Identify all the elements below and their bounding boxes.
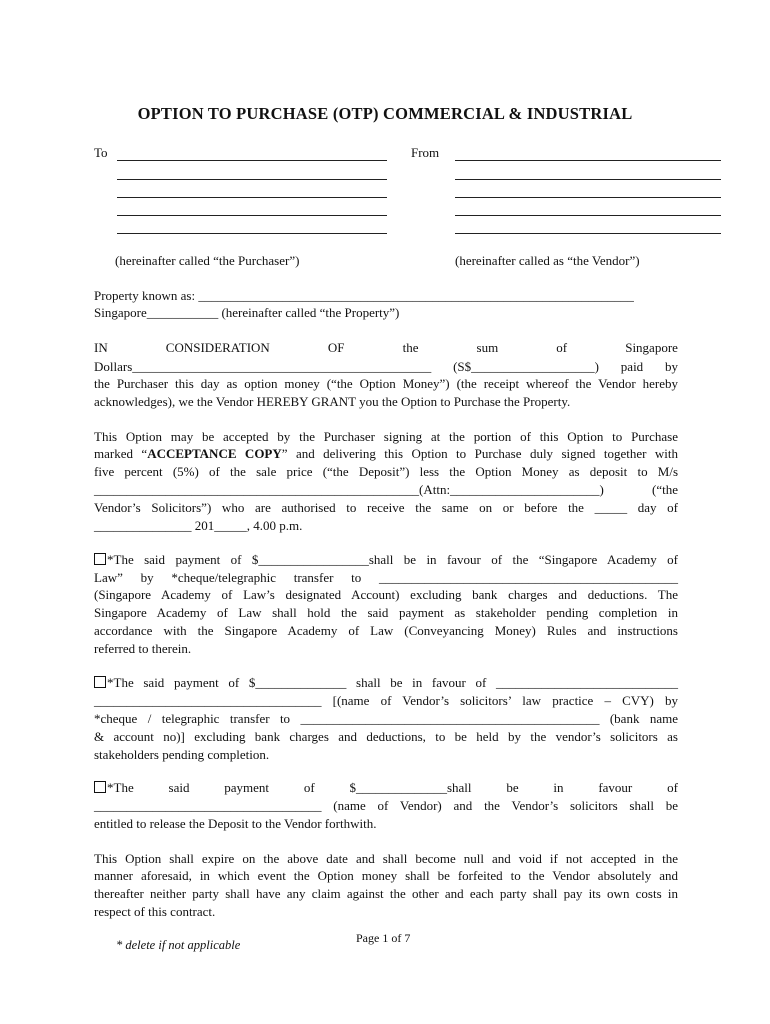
acceptance-copy-bold: ACCEPTANCE COPY bbox=[147, 446, 282, 461]
word: CONSIDERATION bbox=[165, 340, 270, 355]
option1-line-2: Law” by *cheque/telegraphic transfer to ______________________________________________ bbox=[94, 570, 678, 585]
to-address-line-2[interactable] bbox=[117, 179, 387, 180]
to-label: To bbox=[94, 145, 108, 160]
acceptance-text-post: ” and delivering this Option to Purchase duly signed together with bbox=[281, 446, 678, 461]
option3-checkbox[interactable] bbox=[94, 781, 106, 793]
footnote: * delete if not applicable bbox=[116, 938, 241, 952]
expiry-line-3: thereafter neither party shall have any claim against the other and each party shall pay its own costs in bbox=[94, 886, 678, 901]
from-address-line-3[interactable] bbox=[455, 197, 721, 198]
word: *The bbox=[107, 780, 134, 795]
expiry-line-1: This Option shall expire on the above date and shall become null and void if not accepted in the bbox=[94, 851, 678, 866]
option3-line-3: entitled to release the Deposit to the Vendor forthwith. bbox=[94, 816, 377, 831]
word: sum bbox=[476, 340, 499, 355]
word: of bbox=[303, 780, 315, 795]
option1-line-3: (Singapore Academy of Law’s designated Account) excluding bank charges and deductions. The bbox=[94, 587, 678, 602]
option3-line-1 bbox=[94, 780, 678, 796]
document-title: OPTION TO PURCHASE (OTP) COMMERCIAL & INDUSTRIAL bbox=[137, 104, 633, 123]
from-address-line-1[interactable] bbox=[455, 160, 721, 161]
consideration-line-3: the Purchaser this day as option money (“the Option Money”) (the receipt whereof the Vendor hereby bbox=[94, 376, 678, 391]
acceptance-text-pre: marked “ bbox=[94, 446, 148, 461]
word: of bbox=[667, 780, 678, 795]
from-address-line-5[interactable] bbox=[455, 233, 721, 234]
option3-line-2: ___________________________________ (name of Vendor) and the Vendor’s solicitors shall be bbox=[94, 798, 678, 813]
option3-first-word bbox=[94, 780, 134, 796]
acceptance-line-1: This Option may be accepted by the Purchaser signing at the portion of this Option to Purchase bbox=[94, 429, 678, 444]
word: $______________shall bbox=[349, 780, 472, 795]
property-line-2: Singapore___________ (hereinafter called “the Property”) bbox=[94, 305, 400, 320]
acceptance-line-3: five percent (5%) of the sale price (“the Deposit”) less the Option Money as deposit to M/s bbox=[94, 464, 678, 479]
option2-line-5: stakeholders pending completion. bbox=[94, 747, 270, 762]
acceptance-line-5: Vendor’s Solicitors”) who are authorised to receive the same on or before the _____ day of bbox=[94, 500, 678, 515]
option1-line-5: accordance with the Singapore Academy of Law (Conveyancing Money) Rules and instructions bbox=[94, 623, 678, 638]
word: of bbox=[556, 340, 568, 355]
expiry-line-2: manner aforesaid, in which event the Option money shall be forfeited to the Vendor absolutely and bbox=[94, 868, 678, 883]
option2-text: *The said payment of $______________ shall be in favour of ____________________________ bbox=[107, 675, 678, 690]
vendor-caption: (hereinafter called as “the Vendor”) bbox=[455, 253, 640, 268]
word: IN bbox=[94, 340, 108, 355]
word: OF bbox=[327, 340, 345, 355]
from-address-line-4[interactable] bbox=[455, 215, 721, 216]
acceptance-line-4: __________________________________________________(Attn:_______________________) (“the bbox=[94, 482, 678, 497]
option2-line-2: ___________________________________ [(name of Vendor’s solicitors’ law practice – CVY) by bbox=[94, 693, 678, 708]
option1-line-6: referred to therein. bbox=[94, 641, 192, 656]
word: in bbox=[553, 780, 564, 795]
to-address-line-1[interactable] bbox=[117, 160, 387, 161]
to-address-line-4[interactable] bbox=[117, 215, 387, 216]
word: Singapore bbox=[625, 340, 678, 355]
acceptance-line-2 bbox=[94, 445, 678, 463]
option2-checkbox[interactable] bbox=[94, 676, 106, 688]
purchaser-caption: (hereinafter called “the Purchaser”) bbox=[115, 253, 300, 268]
to-address-line-5[interactable] bbox=[117, 233, 387, 234]
word: be bbox=[506, 780, 519, 795]
consideration-line-1 bbox=[94, 340, 678, 356]
acceptance-line-6: _______________ 201_____, 4.00 p.m. bbox=[94, 518, 303, 533]
word: favour bbox=[598, 780, 633, 795]
expiry-line-4: respect of this contract. bbox=[94, 904, 216, 919]
word: said bbox=[168, 780, 190, 795]
option1-line-4: Singapore Academy of Law shall hold the said payment as stakeholder pending completion in bbox=[94, 605, 678, 620]
option2-line-1 bbox=[94, 674, 678, 692]
option1-text: *The said payment of $_________________shall be in favour of the “Singapore Academy of bbox=[107, 552, 678, 567]
option1-line-1 bbox=[94, 551, 678, 569]
consideration-line-4: acknowledges), we the Vendor HEREBY GRANT you the Option to Purchase the Property. bbox=[94, 394, 571, 409]
option2-line-4: & account no)] excluding bank charges and deductions, to be held by the vendor’s solicitors as bbox=[94, 729, 678, 744]
word: payment bbox=[224, 780, 270, 795]
from-address-line-2[interactable] bbox=[455, 179, 721, 180]
option1-checkbox[interactable] bbox=[94, 553, 106, 565]
option2-line-3: *cheque / telegraphic transfer to ______________________________________________ (bank name bbox=[94, 711, 678, 726]
to-address-line-3[interactable] bbox=[117, 197, 387, 198]
word: the bbox=[402, 340, 419, 355]
page-number: Page 1 of 7 bbox=[356, 931, 411, 945]
consideration-line-2: Dollars______________________________________________ (S$___________________) paid by bbox=[94, 359, 678, 374]
from-label: From bbox=[411, 145, 440, 160]
property-line-1: Property known as: ___________________________________________________________________ bbox=[94, 288, 634, 303]
